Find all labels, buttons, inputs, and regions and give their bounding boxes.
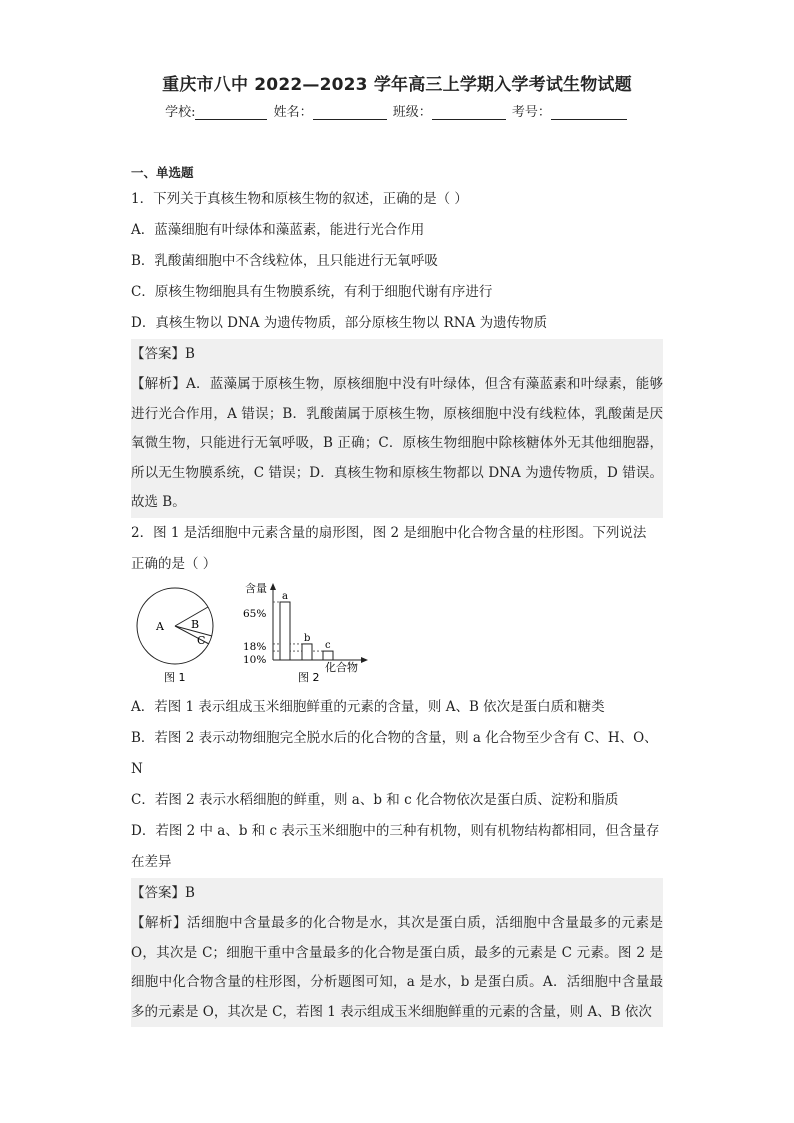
q1-stem: 1．下列关于真核生物和原核生物的叙述，正确的是（ ） xyxy=(131,191,468,207)
bar-a xyxy=(280,602,290,660)
q2-option-d: D．若图 2 中 a、b 和 c 表示玉米细胞中的三种有机物，则有机物结构都相同，但含量存 xyxy=(131,823,660,839)
fig1-caption: 图 1 xyxy=(164,671,186,684)
q2-stem-line2: 正确的是（ ） xyxy=(131,556,217,572)
q2-option-d-cont: 在差异 xyxy=(131,854,172,870)
y-tick-10: 10% xyxy=(243,654,267,666)
exam-number-field: 考号： xyxy=(512,101,629,120)
name-field: 姓名： xyxy=(274,101,389,120)
q2-answer: 【答案】B xyxy=(131,885,195,901)
q1-option-a: A．蓝藻细胞有叶绿体和藻蓝素，能进行光合作用 xyxy=(131,222,425,238)
q1-answer: 【答案】B xyxy=(131,346,195,362)
exam-title: 重庆市八中 2022—2023 学年高三上学期入学考试生物试题 xyxy=(162,75,632,95)
x-axis-label: 化合物 xyxy=(325,661,358,674)
pie-label-b: B xyxy=(191,618,200,631)
q2-option-b-cont: N xyxy=(131,761,143,777)
fig2-bar-chart xyxy=(243,581,368,684)
q2-option-b: B．若图 2 表示动物细胞完全脱水后的化合物的含量，则 a 化合物至少含有 C、H、O、 xyxy=(131,730,658,746)
q1-answer-block xyxy=(131,339,663,518)
y-tick-18: 18% xyxy=(243,641,267,653)
x-axis-arrow xyxy=(361,657,368,663)
school-field: 学校: xyxy=(165,101,269,120)
q2-figure xyxy=(131,580,663,692)
fig2-caption: 图 2 xyxy=(298,671,320,684)
q1-option-b: B．乳酸菌细胞中不含线粒体，且只能进行无氧呼吸 xyxy=(131,253,438,269)
name-blank[interactable] xyxy=(313,105,387,120)
q1-analysis: 【解析】A．蓝藻属于原核生物，原核细胞中没有叶绿体，但含有藻蓝素和叶绿素，能够进行光合作用，A 错误；B．乳酸菌属于原核生物，原核细胞中没有线粒体，乳酸菌是厌氧微生物，只能进行无氧呼吸，B 正确；C．原核生物细胞中除核糖体外无其他细胞器，所以无生物膜系统，C 错误；D．真核生物和原核生物都以 DNA 为遗传物质，D 错误。故选 B。 xyxy=(131,376,663,510)
q2-option-c: C．若图 2 表示水稻细胞的鲜重，则 a、b 和 c 化合物依次是蛋白质、淀粉和脂质 xyxy=(131,792,619,808)
section-title: 一、单选题 xyxy=(131,165,194,180)
q2-answer-block xyxy=(131,878,663,1027)
pie-label-c: C xyxy=(197,634,206,647)
bar-label-b: b xyxy=(304,632,311,644)
class-blank[interactable] xyxy=(432,105,506,120)
bar-label-a: a xyxy=(282,591,288,602)
bar-b xyxy=(302,644,312,660)
q2-stem-line1: 2．图 1 是活细胞中元素含量的扇形图，图 2 是细胞中化合物含量的柱形图。下列说法 xyxy=(131,525,647,541)
q1-option-c: C．原核生物细胞具有生物膜系统，有利于细胞代谢有序进行 xyxy=(131,284,493,300)
q1-option-d: D．真核生物以 DNA 为遗传物质，部分原核生物以 RNA 为遗传物质 xyxy=(131,315,548,331)
bar-label-c: c xyxy=(325,640,331,652)
pie-label-a: A xyxy=(156,620,164,633)
student-info-line xyxy=(0,101,794,120)
y-tick-65: 65% xyxy=(243,608,267,620)
bar-c xyxy=(323,651,333,660)
class-field: 班级： xyxy=(393,101,508,120)
fig1-pie xyxy=(137,588,213,684)
y-axis-arrow xyxy=(270,583,276,590)
exam-number-blank[interactable] xyxy=(551,105,627,120)
q2-figure-svg xyxy=(131,580,663,692)
exam-content xyxy=(131,160,663,1027)
y-axis-label: 含量 xyxy=(245,582,267,595)
school-blank[interactable] xyxy=(195,105,267,120)
q2-analysis: 【解析】活细胞中含量最多的化合物是水，其次是蛋白质，活细胞中含量最多的元素是 O，其次是 C；细胞干重中含量最多的化合物是蛋白质，最多的元素是 C 元素。图 2 是细胞中化合物含量的柱形图，分析题图可知，a 是水，b 是蛋白质。A．活细胞中含量最多的元素是 O，其次是 C，若图 1 表示组成玉米细胞鲜重的元素的含量，则 A、B 依次 xyxy=(131,915,663,1020)
q2-option-a: A．若图 1 表示组成玉米细胞鲜重的元素的含量，则 A、B 依次是蛋白质和糖类 xyxy=(131,699,605,715)
bars-group xyxy=(273,591,333,660)
